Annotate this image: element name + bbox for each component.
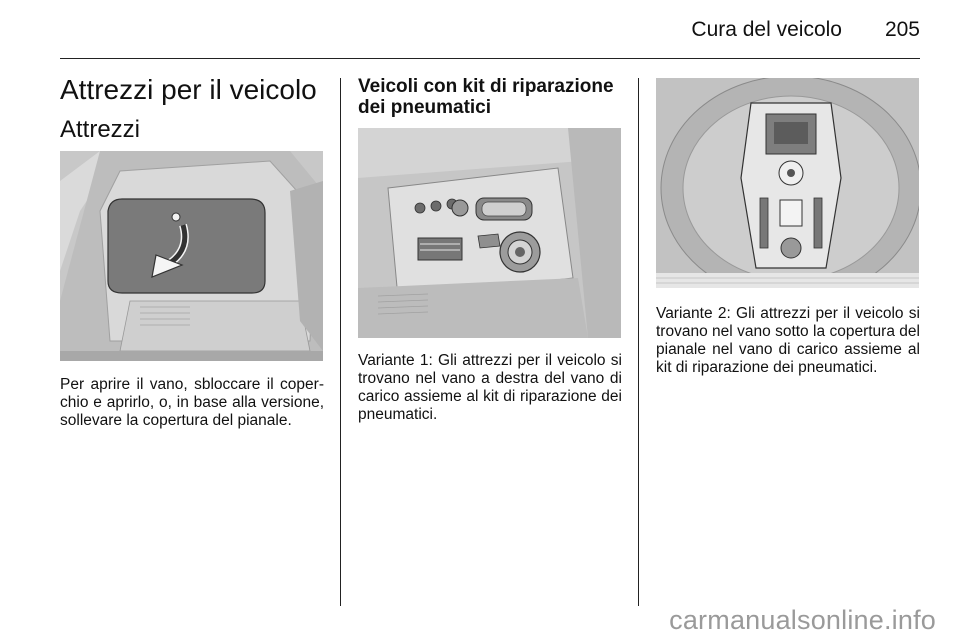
page-number: 205 [884,18,920,41]
figure-cargo-cover [60,151,323,361]
cargo-compartment-cover-illustration [60,151,323,361]
subsection-heading: Attrezzi [60,116,141,143]
figure-underfloor-tray [656,78,919,288]
column-divider-1 [340,78,341,606]
section-heading: Attrezzi per il veicolo [60,74,317,105]
header-rule [60,58,920,59]
paragraph-variant-2: Variante 2: Gli attrezzi per il veicolo si trovano nel vano sotto la copertura del pianale nel vano di carico assieme al kit di riparazione dei pneumatici. [656,305,920,376]
underfloor-tool-tray-illustration [656,78,919,288]
paragraph-variant-1: Variante 1: Gli attrezzi per il veicolo si trovano nel vano a destra del vano di carico assieme al kit di riparazione dei pneumatici. [358,352,622,423]
watermark: carmanualsonline.info [669,605,936,635]
tool-compartment-right-side-illustration [358,128,621,338]
paragraph-open-compartment: Per aprire il vano, sbloccare il coperchio e aprirlo, o, in base alla versione, sollevare la copertura del pianale. [60,376,324,429]
heading-repair-kit-vehicles: Veicoli con kit di riparazione dei pneumatici [358,76,614,118]
figure-tool-compartment-right [358,128,621,338]
column-divider-2 [638,78,639,606]
header-title: Cura del veicolo [691,18,842,41]
